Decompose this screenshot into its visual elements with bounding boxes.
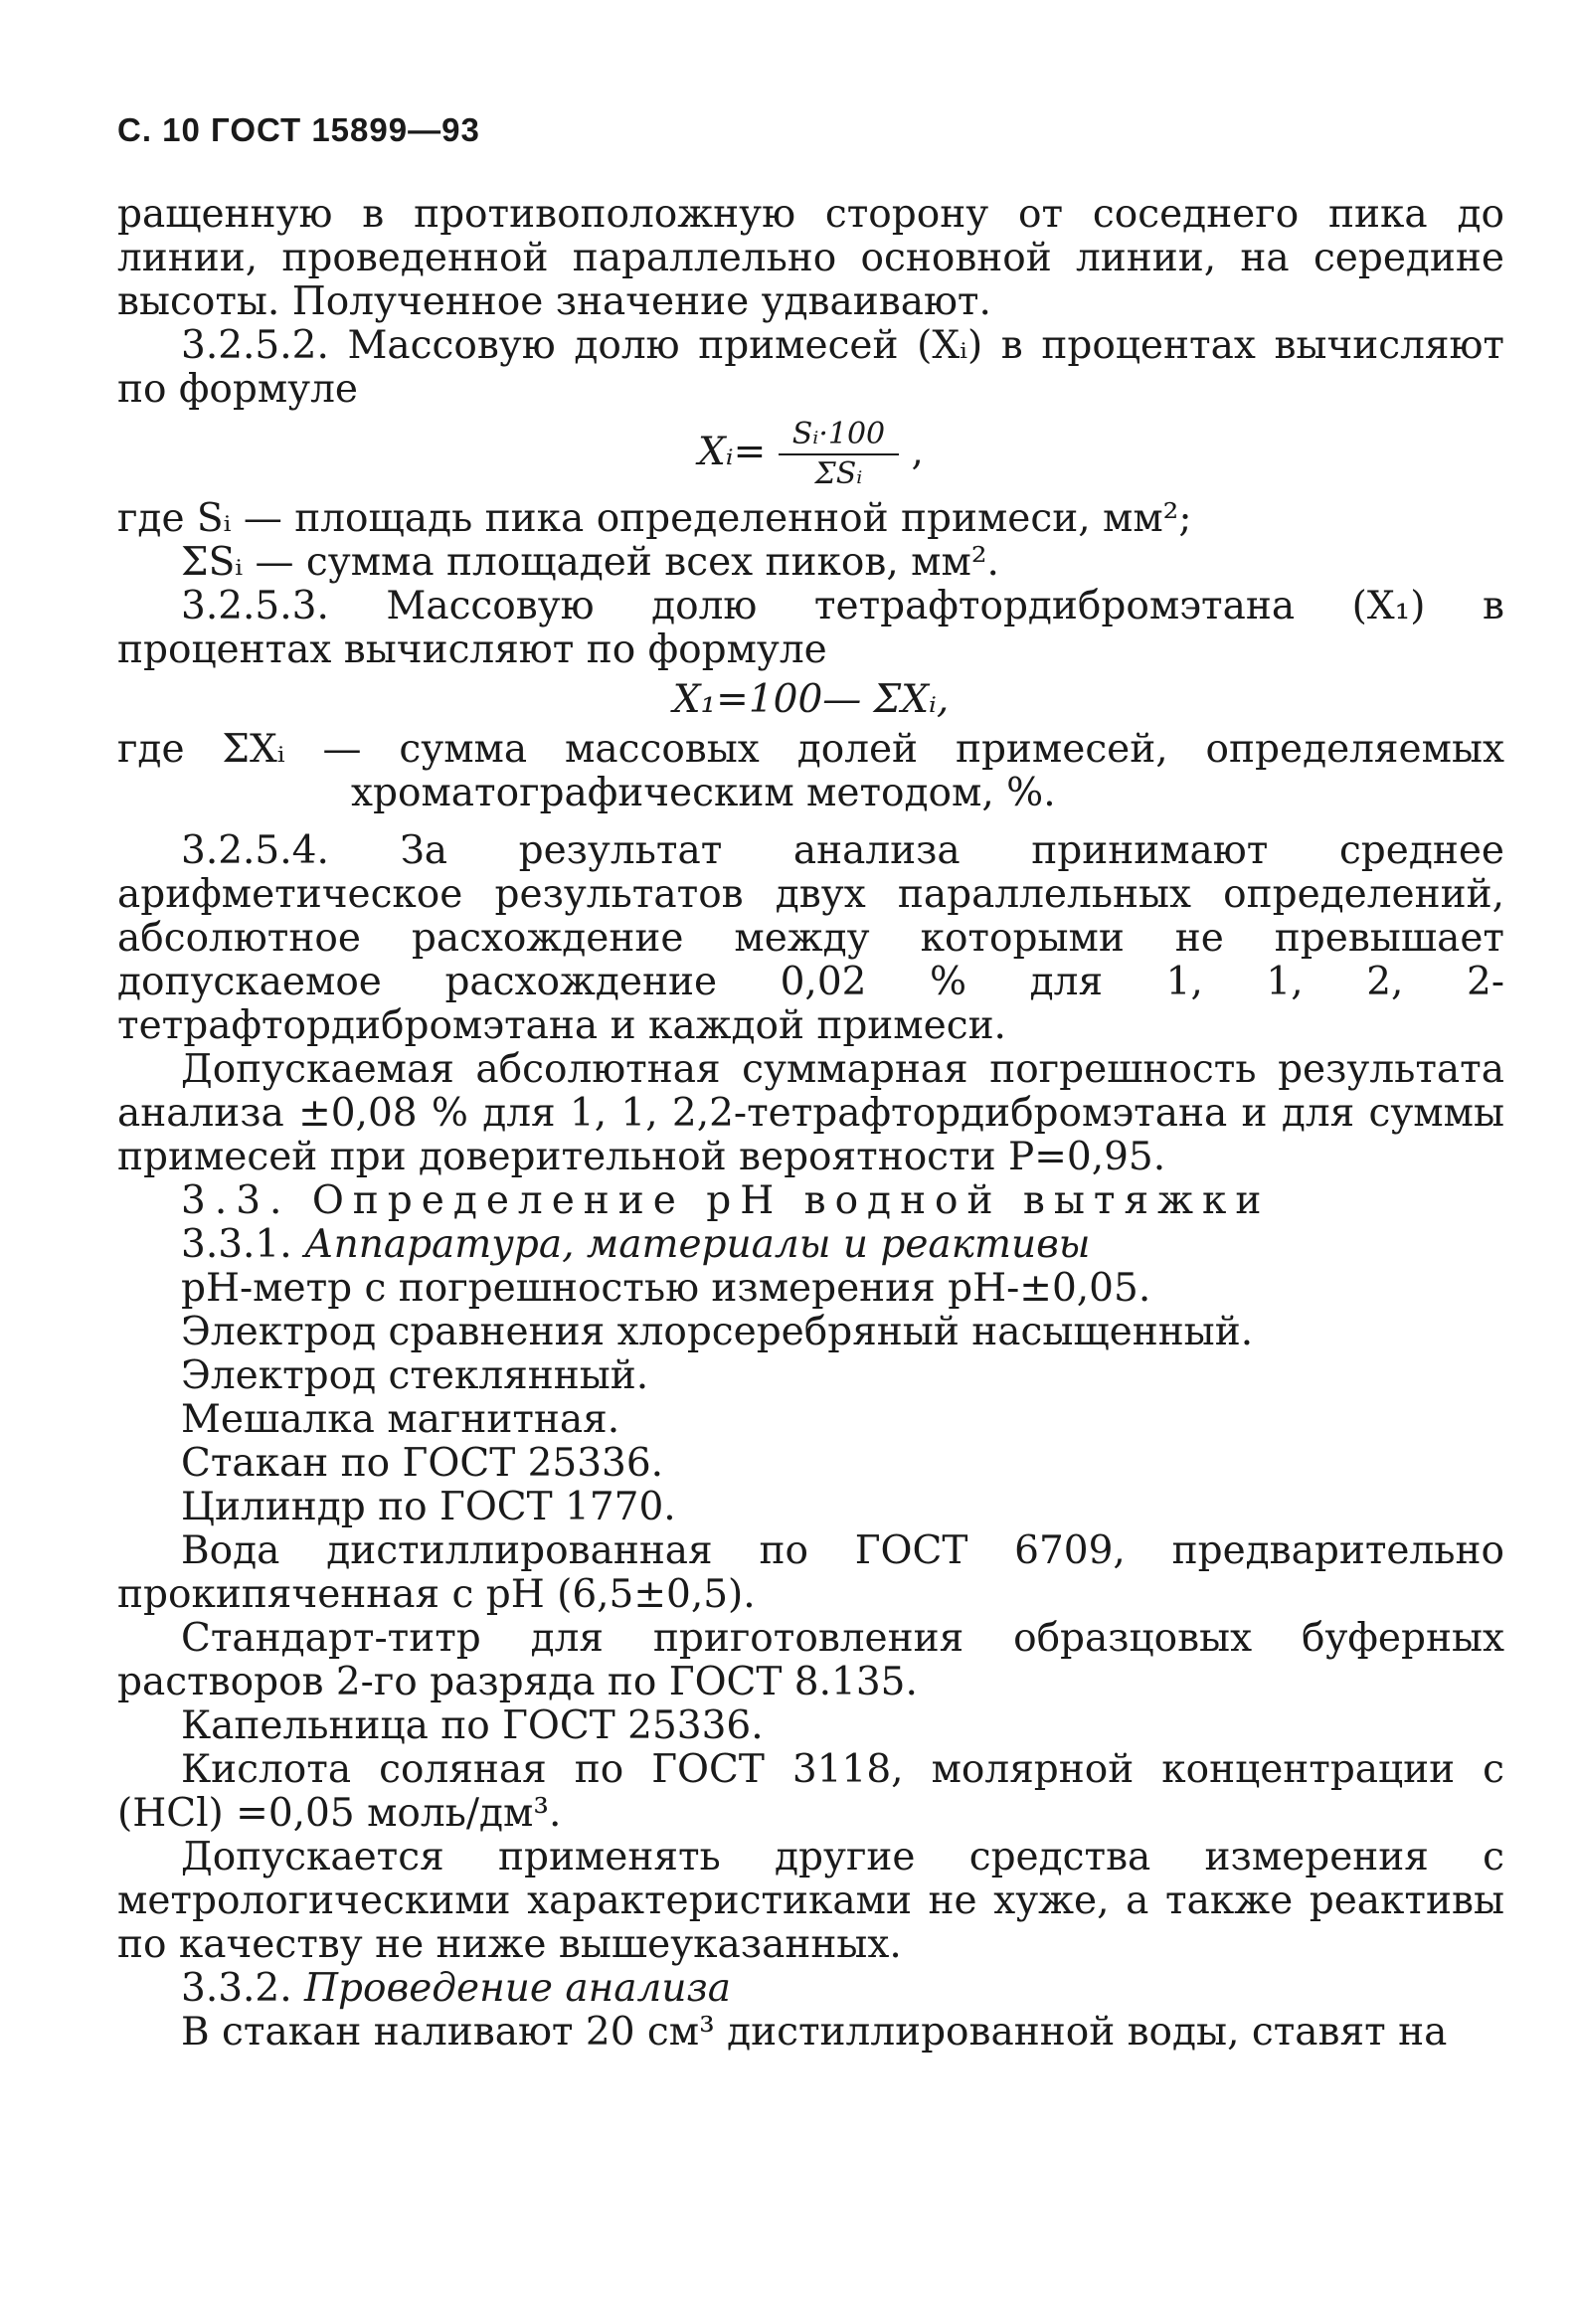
subsection-3-3-1 bbox=[117, 1223, 1504, 1267]
formula-xi-tail: , bbox=[911, 430, 924, 474]
subsection-3-3-1-number: 3.3.1. bbox=[181, 1222, 292, 1267]
formula-x1: X₁=100— ΣXᵢ, bbox=[672, 677, 950, 722]
material-hydrochloric-acid: Кислота соляная по ГОСТ 3118, молярной концентрации с (HCl) =0,05 моль/дм³. bbox=[117, 1747, 1504, 1836]
paragraph-3-2-5-2: 3.2.5.2. Массовую долю примесей (Xᵢ) в процентах вычисляют по формуле bbox=[117, 323, 1504, 412]
paragraph-continuation: ращенную в противоположную сторону от соседнего пика до линии, проведенной параллельно основной линии, на середине высоты. Полученное значение удваивают. bbox=[117, 192, 1504, 324]
definition-sum-si: ΣSᵢ — сумма площадей всех пиков, мм². bbox=[181, 540, 999, 585]
document-page bbox=[117, 111, 1504, 2055]
equipment-dropper: Капельница по ГОСТ 25336. bbox=[181, 1703, 764, 1748]
paragraph-procedure: В стакан наливают 20 см³ дистиллированной воды, ставят на bbox=[181, 2010, 1448, 2055]
definition-si: где Sᵢ — площадь пика определенной примеси, мм²; bbox=[117, 496, 1192, 541]
equipment-ph-meter: рН-метр с погрешностью измерения рН-±0,05. bbox=[181, 1266, 1151, 1311]
subsection-3-3-1-title: Аппаратура, материалы и реактивы bbox=[304, 1222, 1091, 1267]
section-3-3-heading: 3.3. Определение рН водной вытяжки bbox=[181, 1178, 1271, 1223]
paragraph-alternatives: Допускается применять другие средства измерения с метрологическими характеристиками не хуже, а также реактивы по качеству не ниже вышеуказанных. bbox=[117, 1835, 1504, 1967]
formula-xi-denominator: ΣSᵢ bbox=[814, 456, 863, 491]
material-distilled-water: Вода дистиллированная по ГОСТ 6709, предварительно прокипяченная с рН (6,5±0,5). bbox=[117, 1528, 1504, 1617]
material-standard-titre: Стандарт-титр для приготовления образцовых буферных растворов 2-го разряда по ГОСТ 8.135. bbox=[117, 1616, 1504, 1704]
paragraph-3-2-5-4: 3.2.5.4. За результат анализа принимают среднее арифметическое результатов двух параллельных определений, абсолютное расхождение между которыми не превышает допускаемое расхождение 0,02 % для 1, 1, 2, 2-тетрафтордибромэтана и каждой примеси. bbox=[117, 828, 1504, 1048]
equipment-reference-electrode: Электрод сравнения хлорсеребряный насыщенный. bbox=[181, 1310, 1254, 1354]
subsection-3-3-2 bbox=[117, 1967, 1504, 2011]
page-header: С. 10 ГОСТ 15899—93 bbox=[117, 111, 480, 148]
equipment-glass-electrode: Электрод стеклянный. bbox=[181, 1353, 649, 1398]
equipment-beaker: Стакан по ГОСТ 25336. bbox=[181, 1441, 664, 1486]
equipment-cylinder: Цилиндр по ГОСТ 1770. bbox=[181, 1485, 676, 1529]
formula-xi-fraction bbox=[779, 418, 899, 491]
paragraph-error: Допускаемая абсолютная суммарная погрешность результата анализа ±0,08 % для 1, 1, 2,2-тетрафтордибромэтана и для суммы примесей при доверительной вероятности P=0,95. bbox=[117, 1047, 1504, 1179]
paragraph-3-2-5-3: 3.2.5.3. Массовую долю тетрафтордибромэтана (X₁) в процентах вычисляют по формуле bbox=[117, 584, 1504, 672]
formula-xi bbox=[117, 418, 1504, 491]
formula-xi-left: Xᵢ= bbox=[698, 430, 767, 474]
subsection-3-3-2-title: Проведение анализа bbox=[304, 1966, 732, 2011]
spacer bbox=[117, 815, 1504, 829]
equipment-magnetic-stirrer: Мешалка магнитная. bbox=[181, 1397, 620, 1442]
definition-sum-xi: где ΣXᵢ — сумма массовых долей примесей, определяемых хроматографическим методом, %. bbox=[117, 727, 1504, 815]
subsection-3-3-2-number: 3.3.2. bbox=[181, 1966, 292, 2011]
formula-xi-numerator: Sᵢ·100 bbox=[779, 418, 899, 455]
